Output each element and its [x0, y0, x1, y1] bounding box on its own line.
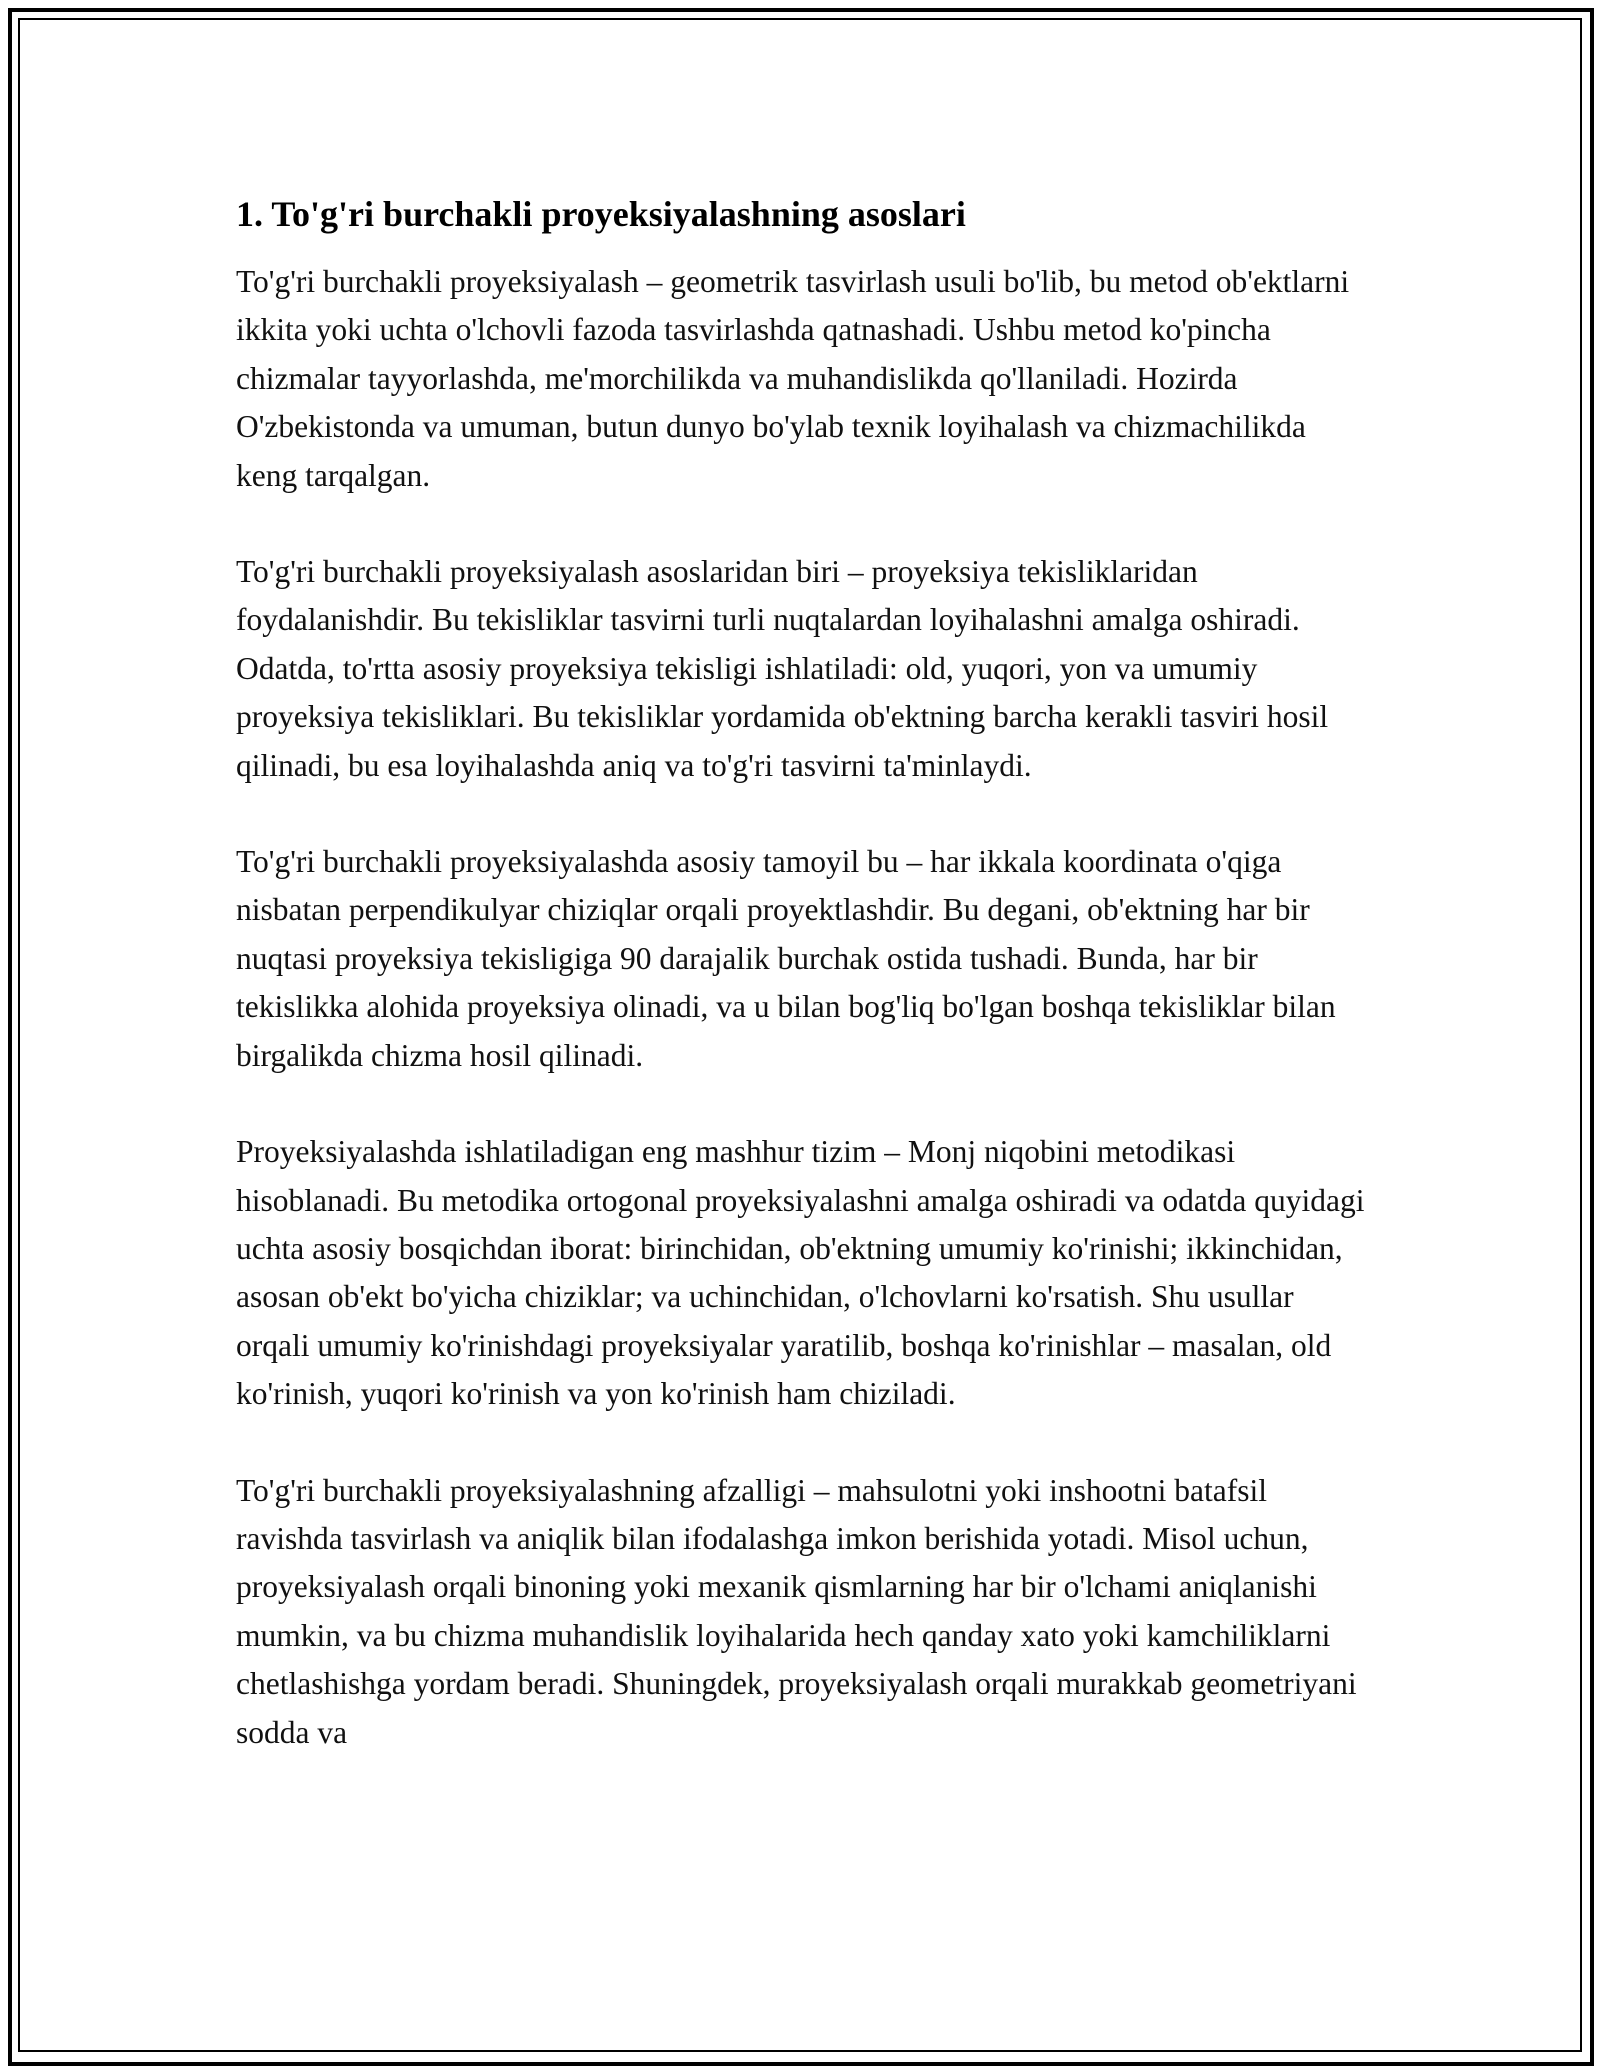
- document-body: [236, 186, 1366, 1805]
- paragraph-4: Proyeksiyalashda ishlatiladigan eng mashhur tizim – Monj niqobini metodikasi hisoblanadi. Bu metodika ortogonal proyeksiyalashni amalga oshiradi va odatda quyidagi uchta asosiy bosqichdan iborat: birinchidan, ob'ektning umumiy ko'rinishi; ikkinchidan, asosan ob'ekt bo'yicha chiziklar; va uchinchidan, o'lchovlarni ko'rsatish. Shu usullar orqali umumiy ko'rinishdagi proyeksiyalar yaratilib, boshqa ko'rinishlar – masalan, old ko'rinish, yuqori ko'rinish va yon ko'rinish ham chiziladi.: [236, 1134, 1365, 1412]
- paragraph-3: To'g'ri burchakli proyeksiyalashda asosiy tamoyil bu – har ikkala koordinata o'qiga nisbatan perpendikulyar chiziqlar orqali proyektlashdir. Bu degani, ob'ektning har bir nuqtasi proyeksiya tekisligiga 90 darajalik burchak ostida tushadi. Bunda, har bir tekislikka alohida proyeksiya olinadi, va u bilan bog'liq bo'lgan boshqa tekisliklar bilan birgalikda chizma hosil qilinadi.: [236, 844, 1336, 1073]
- paragraph-1: To'g'ri burchakli proyeksiyalash – geometrik tasvirlash usuli bo'lib, bu metod ob'ektlarni ikkita yoki uchta o'lchovli fazoda tasvirlashda qatnashadi. Ushbu metod ko'pincha chizmalar tayyorlashda, me'morchilikda va muhandislikda qo'llaniladi. Hozirda O'zbekistonda va umuman, butun dunyo bo'ylab texnik loyihalash va chizmachilikda keng tarqalgan.: [236, 264, 1350, 493]
- section-heading: 1. To'g'ri burchakli proyeksiyalashning asoslari: [236, 194, 966, 234]
- paragraph-2: To'g'ri burchakli proyeksiyalash asoslaridan biri – proyeksiya tekisliklaridan foydalanishdir. Bu tekisliklar tasvirni turli nuqtalardan loyihalashni amalga oshiradi. Odatda, to'rtta asosiy proyeksiya tekisligi ishlatiladi: old, yuqori, yon va umumiy proyeksiya tekisliklari. Bu tekisliklar yordamida ob'ektning barcha kerakli tasviri hosil qilinadi, bu esa loyihalashda aniq va to'g'ri tasvirni ta'minlaydi.: [236, 554, 1329, 783]
- paragraph-5: To'g'ri burchakli proyeksiyalashning afzalligi – mahsulotni yoki inshootni batafsil ravishda tasvirlash va aniqlik bilan ifodalashga imkon berishida yotadi. Misol uchun, proyeksiyalash orqali binoning yoki mexanik qismlarning har bir o'lchami aniqlanishi mumkin, va bu chizma muhandislik loyihalarida hech qanday xato yoki kamchiliklarni chetlashishga yordam beradi. Shuningdek, proyeksiyalash orqali murakkab geometriyani sodda va: [236, 1472, 1357, 1750]
